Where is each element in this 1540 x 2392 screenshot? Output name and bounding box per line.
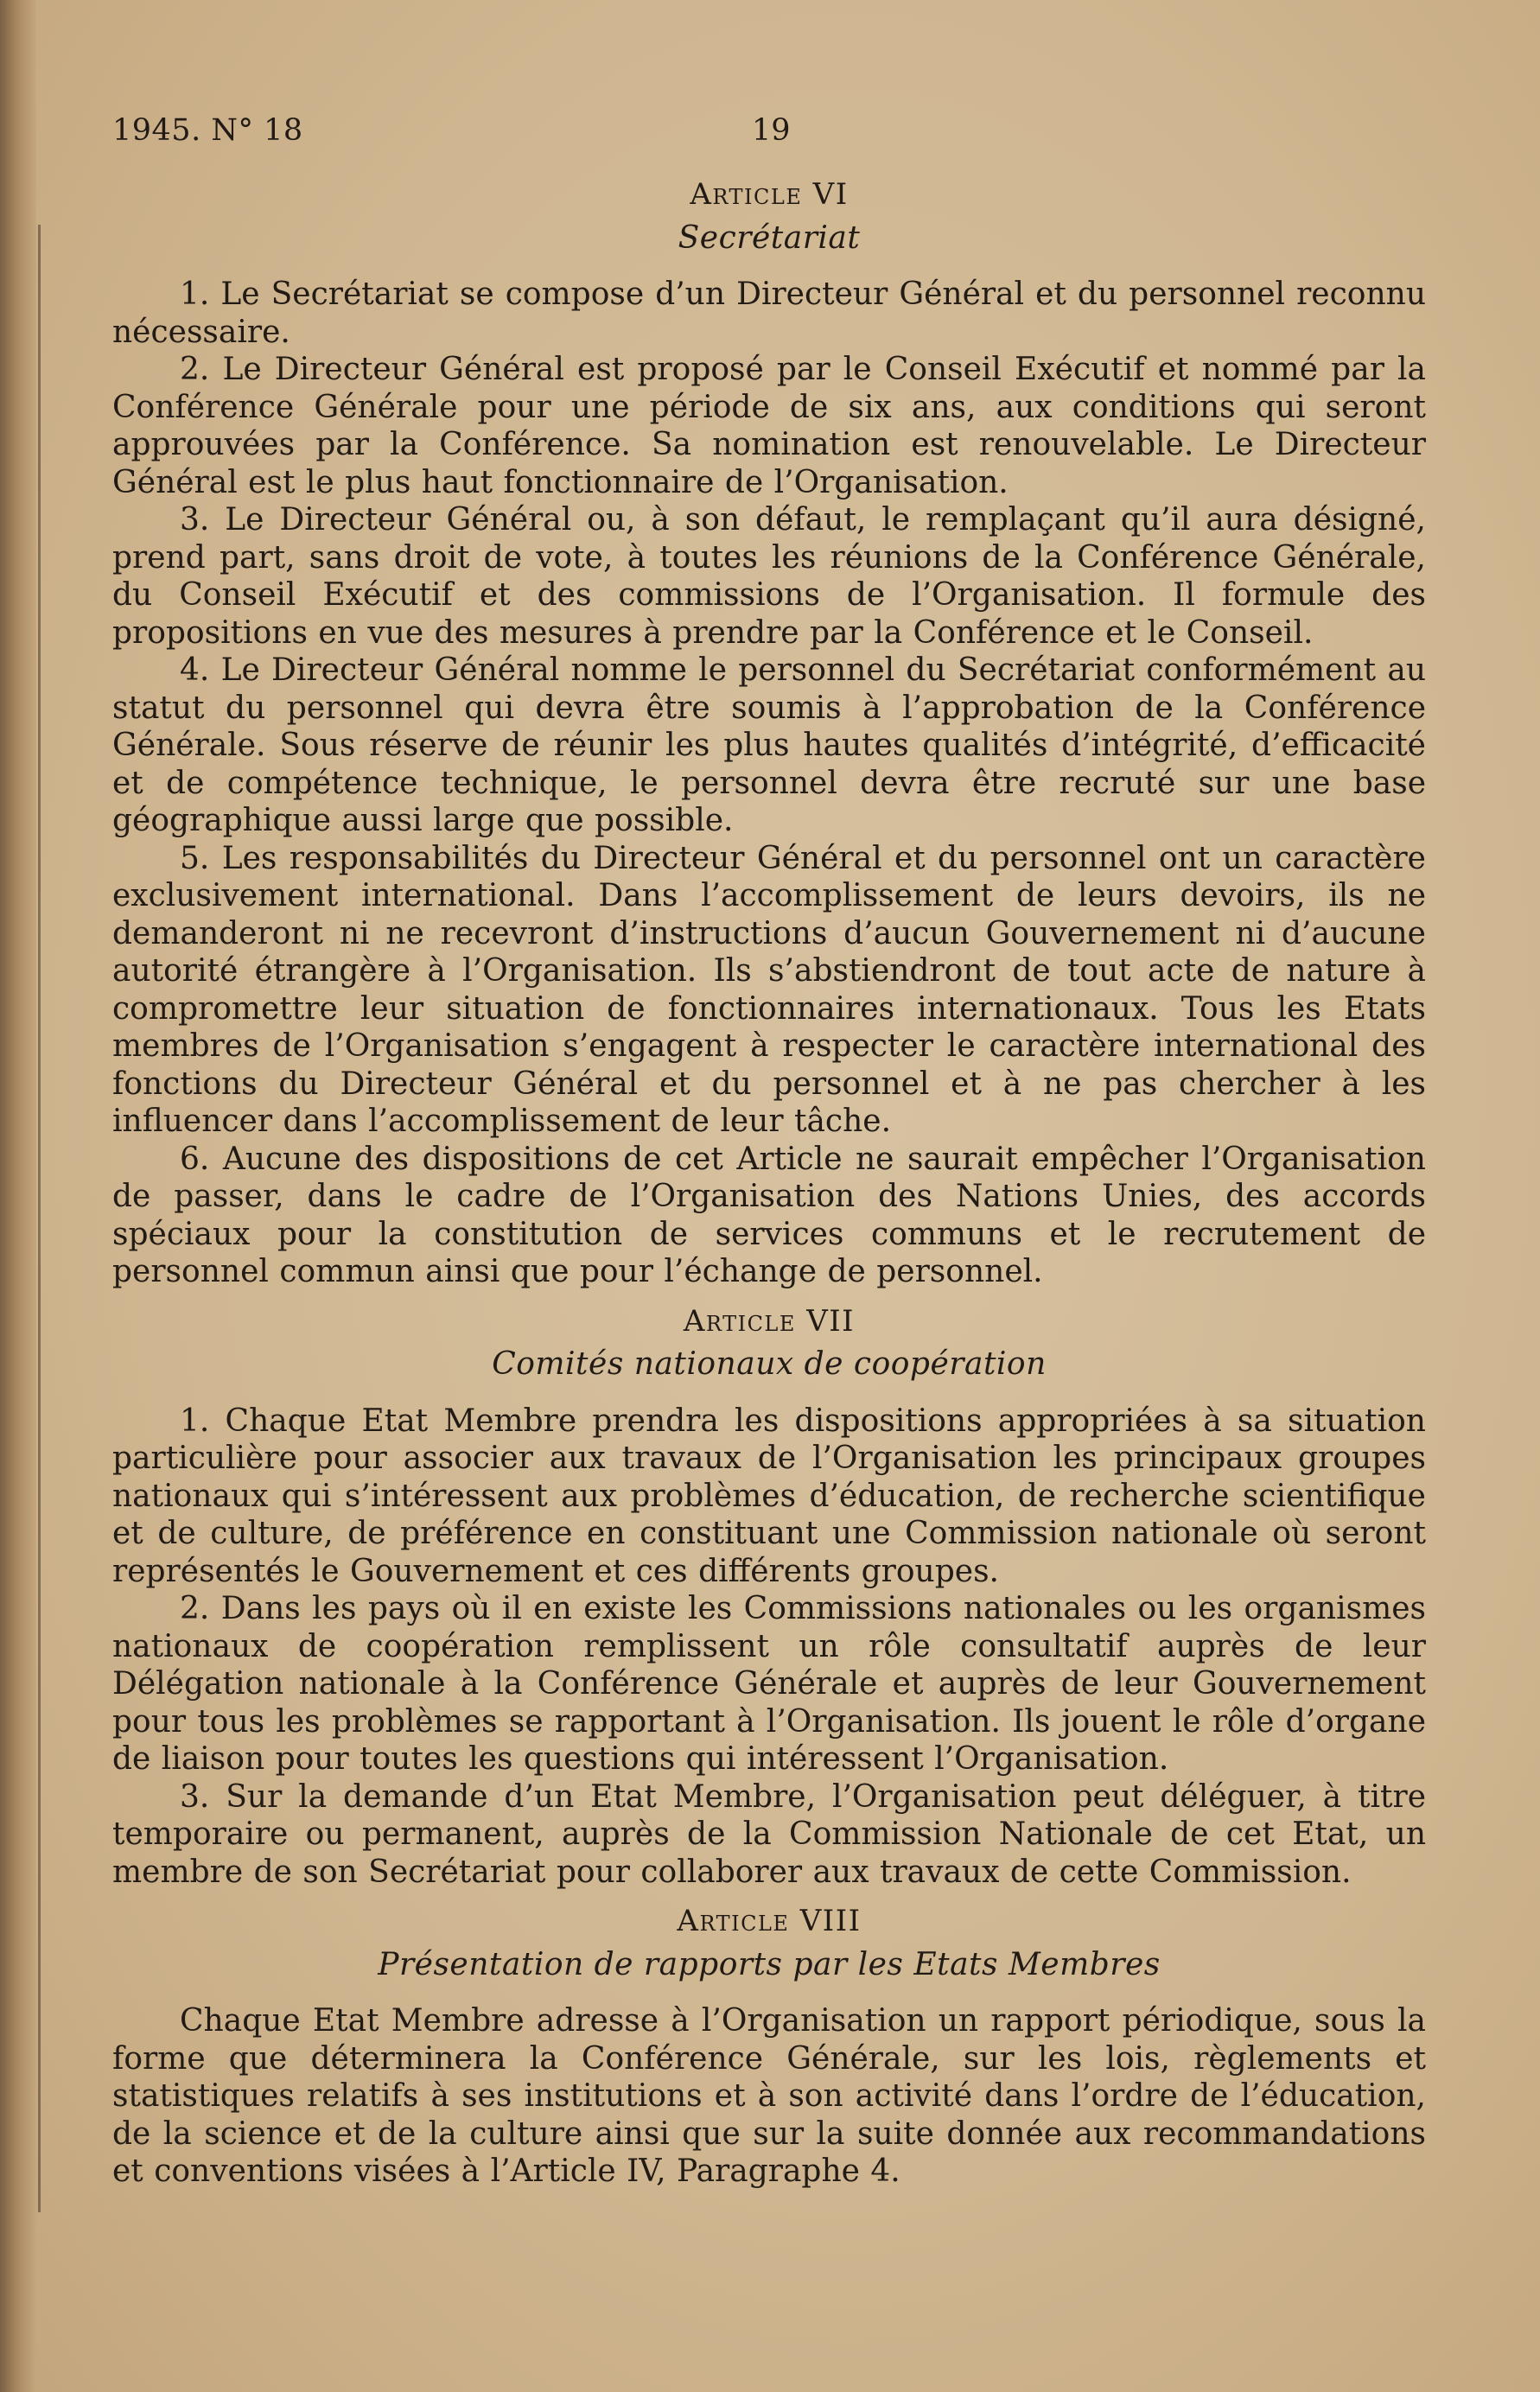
page-content [112, 104, 1426, 2191]
article-heading: Article VIII [677, 1904, 862, 1938]
article-title: Comités nationaux de coopération [492, 1346, 1047, 1382]
journal-year-number: 1945. N° 18 [112, 113, 303, 148]
binding-shadow-line [38, 225, 41, 2212]
paragraph: 2. Dans les pays où il en existe les Commissions nationales ou les organismes nationaux de coopération remplissent un rôle consultatif auprès de leur Délégation nationale à la Conférence Générale et auprès de leur Gouvernement pour tous les problèmes se rapportant à l’Organisation. Ils jouent le rôle d’organe de liaison pour toutes les questions qui intéressent l’Organisation. [112, 1591, 1426, 1777]
article-title: Secrétariat [678, 219, 861, 256]
paragraph: 3. Sur la demande d’un Etat Membre, l’Organisation peut déléguer, à titre temporaire ou permanent, auprès de la Commission Nationale de cet Etat, un membre de son Secrétariat pour collaborer aux travaux de cette Commission. [112, 1778, 1426, 1890]
paragraph: 3. Le Directeur Général ou, à son défaut, le remplaçant qu’il aura désigné, prend part, sans droit de vote, à toutes les réunions de la Conférence Générale, du Conseil Exécutif et des commissions de l’Organisation. Il formule des propositions en vue des mesures à prendre par la Conférence et le Conseil. [112, 502, 1426, 651]
book-binding-edge [0, 0, 36, 2392]
paragraph: 5. Les responsabilités du Directeur Général et du personnel ont un caractère exclusivement international. Dans l’accomplissement de leurs devoirs, ils ne demanderont ni ne recevront d’instructions d’aucun Gouvernement ni d’aucune autorité étrangère à l’Organisation. Ils s’abstiendront de tout acte de nature à compromettre leur situation de fonctionnaires internationaux. Tous les Etats membres de l’Organisation s’engagent à respecter le caractère international des fonctions du Directeur Général et du personnel et à ne pas chercher à les influencer dans l’accomplissement de leur tâche. [112, 840, 1426, 1139]
paragraph: 2. Le Directeur Général est proposé par le Conseil Exécutif et nommé par la Conférence Générale pour une période de six ans, aux conditions qui seront approuvées par la Conférence. Sa nomination est renouvelable. Le Directeur Général est le plus haut fonctionnaire de l’Organisation. [112, 352, 1426, 500]
paragraph: 4. Le Directeur Général nomme le personnel du Secrétariat conformément au statut du personnel qui devra être soumis à l’approbation de la Conférence Générale. Sous réserve de réunir les plus hautes qualités d’intégrité, d’efficacité et de compétence technique, le personnel devra être recruté sur une base géographique aussi large que possible. [112, 652, 1426, 838]
article-vi-section [112, 176, 1426, 1291]
paragraph: 6. Aucune des dispositions de cet Article ne saurait empêcher l’Organisation de passer, dans le cadre de l’Organisation des Nations Unies, des accords spéciaux pour la constitution de services communs et le recrutement de personnel commun ainsi que pour l’échange de personnel. [112, 1141, 1426, 1289]
article-vii-section [112, 1303, 1426, 1892]
paragraph: 1. Chaque Etat Membre prendra les dispositions appropriées à sa situation particulière pour associer aux travaux de l’Organisation les principaux groupes nationaux qui s’intéressent aux problèmes d’éducation, de recherche scientifique et de culture, de préférence en constituant une Commission nationale où seront représentés le Gouvernement et ces différents groupes. [112, 1403, 1426, 1589]
article-heading: Article VI [690, 177, 849, 212]
page-number: 19 [752, 113, 791, 148]
paragraph: 1. Le Secrétariat se compose d’un Directeur Général et du personnel reconnu nécessaire. [112, 277, 1426, 350]
running-header [112, 104, 1426, 164]
article-viii-section [112, 1903, 1426, 2191]
article-heading: Article VII [683, 1303, 856, 1339]
paragraph: Chaque Etat Membre adresse à l’Organisation un rapport périodique, sous la forme que déterminera la Conférence Générale, sur les lois, règlements et statistiques relatifs à ses institutions et à son activité dans l’ordre de l’éducation, de la science et de la culture ainsi que sur la suite donnée aux recommandations et conventions visées à l’Article IV, Paragraphe 4. [112, 2003, 1426, 2189]
article-title: Présentation de rapports par les Etats Membres [378, 1946, 1161, 1982]
